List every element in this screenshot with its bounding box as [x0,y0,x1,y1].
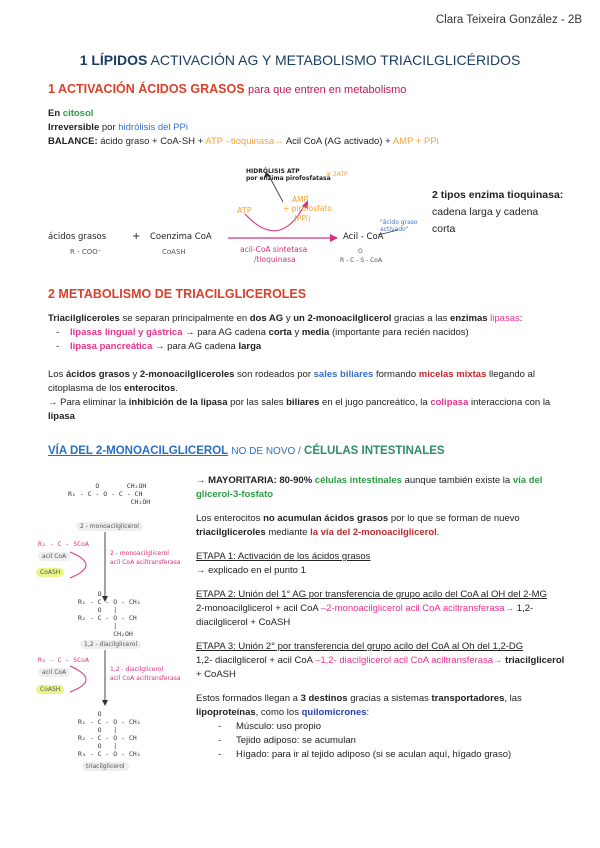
b1-b: → para AG cadena [185,327,266,338]
section2-heading: 2 METABOLISMO DE TRIACILGLICEROLES [48,287,307,301]
d-e: , las [504,693,522,704]
via-text [196,474,568,762]
etapa1-title: ETAPA 1: Activación de los ácidos grasos [196,551,371,562]
p2-j: enterocitos [124,383,176,394]
b1-f: (importante para recién nacidos) [331,327,469,338]
coenzima-label: Coenzima CoA [150,232,212,242]
p1-h: lipasas [490,313,520,324]
st3-a: 1,2- diacilglicerol + acil CoA [196,655,313,666]
via-heading [48,445,445,457]
side-a: 2 tipos enzima [432,189,505,201]
st3-c: triacilglicerol [505,655,565,666]
acil-formula-2: R₃ - C - SCoA [38,656,89,664]
etapa1-body: → explicado en el punto 1 [196,565,306,576]
etapa3-body [196,654,568,682]
l2-b: por [101,122,116,133]
p2-f: sales biliares [313,369,374,380]
bal-e: AMP + PPi [392,136,439,147]
p2-g: formando [375,369,417,380]
enz1-line-a: 2 - monoacilglicerol [110,550,169,557]
d-d: transportadores [431,693,505,704]
bal-a: BALANCE: [48,136,98,147]
side-b: tioquinasa: [507,189,564,201]
enterocitos-paragraph: Los enterocitos no acumulan ácidos grasos por lo que se forman de nuevo triacilgliceroles mediante la vía del 2-monoacilglicerol. [196,513,520,538]
e-e: mediante [268,527,308,538]
bal-b: ácido graso + CoA-SH + [100,136,204,147]
main-arrow-head [330,234,338,242]
p3-f: colipasa [430,397,469,408]
title-rest: ACTIVACIÓN AG Y METABOLISMO TRIACILGLICÉRIDOS [150,52,521,68]
colipasa-paragraph [48,396,568,424]
d-b: 3 destinos [300,693,348,704]
p3-h: lipasa [48,411,75,422]
p1-d: y [285,313,291,324]
d-a: Estos formados llegan a [196,693,298,704]
b2-a: lipasa pancreática [70,341,153,352]
destinos-list [196,720,568,762]
activation-diagram [40,162,430,277]
acil-formula: R - C - S - CoA [340,257,383,264]
micelas-paragraph: Los ácidos grasos y 2-monoacilgliceroles son rodeados por sales biliares formando micelas mixtas llegando al citoplasma de los enterocitos. [48,369,535,394]
m-d: aunque también existe la [404,475,511,486]
rcoo-label: R - COO⁻ [70,248,102,256]
d-g: , como los [255,707,299,718]
list-item [196,748,568,762]
acil-coa-label: Acil - CoA [343,232,384,242]
dest-0: Músculo: uso propio [236,721,322,732]
section1-heading-text: 1 ACTIVACIÓN ÁCIDOS GRASOS [48,82,245,96]
down-arrow-2-head [102,700,108,706]
hidrolisis-line2: por enzima pirofosfatasa [246,175,331,182]
etapa2 [196,588,568,630]
mayoritaria-paragraph [196,474,568,502]
p2-e: son rodeados por [237,369,311,380]
l1-a: En [48,108,61,119]
e-f: la vía del 2-monoacilglicerol [310,527,437,538]
e-b: no acumulan ácidos grasos [263,513,389,524]
enz2-line-a: 1,2 - diacilglicerol [110,666,164,673]
coash-tag-2: CoASH [36,685,64,694]
hidrolisis-line1: HIDRÓLISIS ATP [246,168,300,175]
m-e: vía del glicerol-3-fosfato [196,475,543,500]
p2-h: micelas mixtas [418,369,487,380]
d-i: : [366,707,370,718]
acil-tag-2: acil CoA [38,668,70,677]
p3-d: biliares [286,397,320,408]
acil-formula-1: R₂ - C - SCoA [38,540,89,548]
title-main: 1 LÍPIDOS [79,52,148,68]
via-heading-text: VÍA DEL 2-MONOACILGLICEROL [48,445,229,457]
d-h: quilomicrones [301,707,367,718]
tg-formula: O R₁ - C - O - CH₂ O | R₂ - C - O - CH O | R₃ - C - O - CH₂ [78,710,141,758]
p1-b: se separan principalmente en [122,313,248,324]
b1-a: lipasas lingual y gástrica [70,327,183,338]
balance-line [48,135,558,149]
acil-tag-1: acil CoA [38,552,70,561]
list-item [196,720,568,734]
acidos-grasos-label: ácidos grasos [48,232,107,242]
st2-b: –2-monoacilglicerol acil CoA aciltransferasa→ [320,603,515,614]
p1-g: enzimas [450,313,488,324]
lipasas-list [48,326,568,354]
p1-e: un 2-monoacilglicerol [293,313,392,324]
dest-2: Hígado: para ir al tejido adiposo (si se aculan aquí, hígado graso) [236,749,512,760]
e-d: triacilgliceroles [196,527,266,538]
bal-d: Acil CoA (AG activado) + [285,136,391,147]
pirofosfato-label: + pirofosfato [283,204,332,213]
p3-b: inhibición de la lipasa [128,397,228,408]
etapa1 [196,550,568,578]
atp-label: ATP [237,206,252,215]
p1-a: Triacilgliceroles [48,313,120,324]
ppi-label: (PPi) [294,214,311,223]
e-a: Los enterocitos [196,513,261,524]
p2-d: 2-monoacilgliceroles [139,369,235,380]
lipasas-paragraph: Triacilgliceroles se separan principalmente en dos AG y un 2-monoacilglicerol gracias a las enzimas lipasas: [48,313,523,324]
etapa2-body [196,602,568,630]
curve-arrow-1 [70,552,86,578]
section1-lines [48,107,558,149]
via-drawings [30,470,195,800]
section1-heading [48,82,406,96]
coash-label: CoASH [162,248,186,256]
p3-g: interacciona con la [471,397,551,408]
tioquinasa-label: /tioquinasa [254,255,296,264]
st3-d: + CoASH [196,669,236,680]
list-item [48,340,568,354]
section1-subheading: para que entren en metabolismo [248,84,407,96]
tioquinasa-types [432,187,564,238]
enz1-line-b: acil CoA aciltransferasa [110,559,181,566]
coash-tag-1: CoASH [36,568,64,577]
list-item [196,734,568,748]
p3-e: en el jugo pancreático, la [322,397,428,408]
e-c: por lo que se forman de nuevo [390,513,520,524]
via-sub1: NO DE NOVO / [231,446,301,457]
etapa3 [196,640,568,682]
hidrolisis-atp: ⊕ 2ATP [326,171,348,178]
etapa3-title: ETAPA 3: Unión 2° por transferencia del grupo acilo del CoA al Oh del 1,2-DG [196,641,524,652]
b2-c: larga [238,341,262,352]
section2-body [48,312,568,424]
enz2-line-b: acil CoA aciltransferasa [110,675,181,682]
dg-formula: O R₁ - C - O - CH₂ O | R₂ - C - O - CH | CH₂OH [78,590,141,638]
l2-c: hidrólisis del PPi [118,122,188,133]
p2-a: Los [48,369,64,380]
st2-a: 2-monoacilglicerol + acil CoA [196,603,319,614]
curve-arrow-2 [70,666,86,692]
mg-label: 2 - monoacilglicerol [76,522,143,531]
tg-label: triacilglicerol [82,762,129,771]
d-f: lipoproteínas [196,707,256,718]
citosol-line [48,107,558,121]
m-a: → MAYORITARIA [196,475,274,486]
p2-c: y [132,369,138,380]
l2-a: Irreversible [48,122,100,133]
st2-c: 1,2-diacilglicerol + CoASH [196,603,534,628]
page-title [0,52,600,68]
l1-b: citosol [62,108,94,119]
etapa2-title: ETAPA 2: Unión del 1° AG por transferencia de grupo acilo del CoA al OH del 2-MG [196,589,547,600]
irreversible-line [48,121,558,135]
dg-label: 1,2 - diacilglicerol [80,640,141,649]
bal-c: ATP –tioquinasa→ [205,136,284,147]
m-b: : 80-90% [273,475,313,486]
m-c: células intestinales [314,475,402,486]
acido-activado-label: "ácido graso activado" [380,219,418,233]
p1-f: gracias a las [394,313,448,324]
side-c: cadena larga y cadena corta [432,206,539,235]
formula-o: O [358,248,363,255]
b1-e: media [301,327,330,338]
dest-1: Tejido adiposo: se acumulan [236,735,356,746]
p1-c: dos AG [249,313,284,324]
d-c: gracias a sistemas [350,693,429,704]
p3-a: → Para eliminar la [48,397,127,408]
p2-b: ácidos grasos [65,369,130,380]
b1-d: y [294,327,300,338]
destinos-paragraph [196,692,568,720]
list-item [48,326,568,340]
plus-sign: + [132,231,141,242]
sintetasa-label: acil-CoA sintetasa [240,245,308,254]
via-sub2: CÉLULAS INTESTINALES [304,445,445,457]
mg-formula: O CH₂OH R₁ - C - O - C - CH CH₂OH [68,482,151,506]
b1-c: corta [268,327,292,338]
b2-b: → para AG cadena [155,341,236,352]
amp-label: AMP [292,195,309,204]
st3-b: –1,2- diacilglicerol acil CoA aciltransferasa→ [315,655,503,666]
author-header: Clara Teixeira González - 2B [435,14,582,26]
p3-c: por las sales [230,397,284,408]
p2-i: llegando al citoplasma de los [48,369,535,394]
